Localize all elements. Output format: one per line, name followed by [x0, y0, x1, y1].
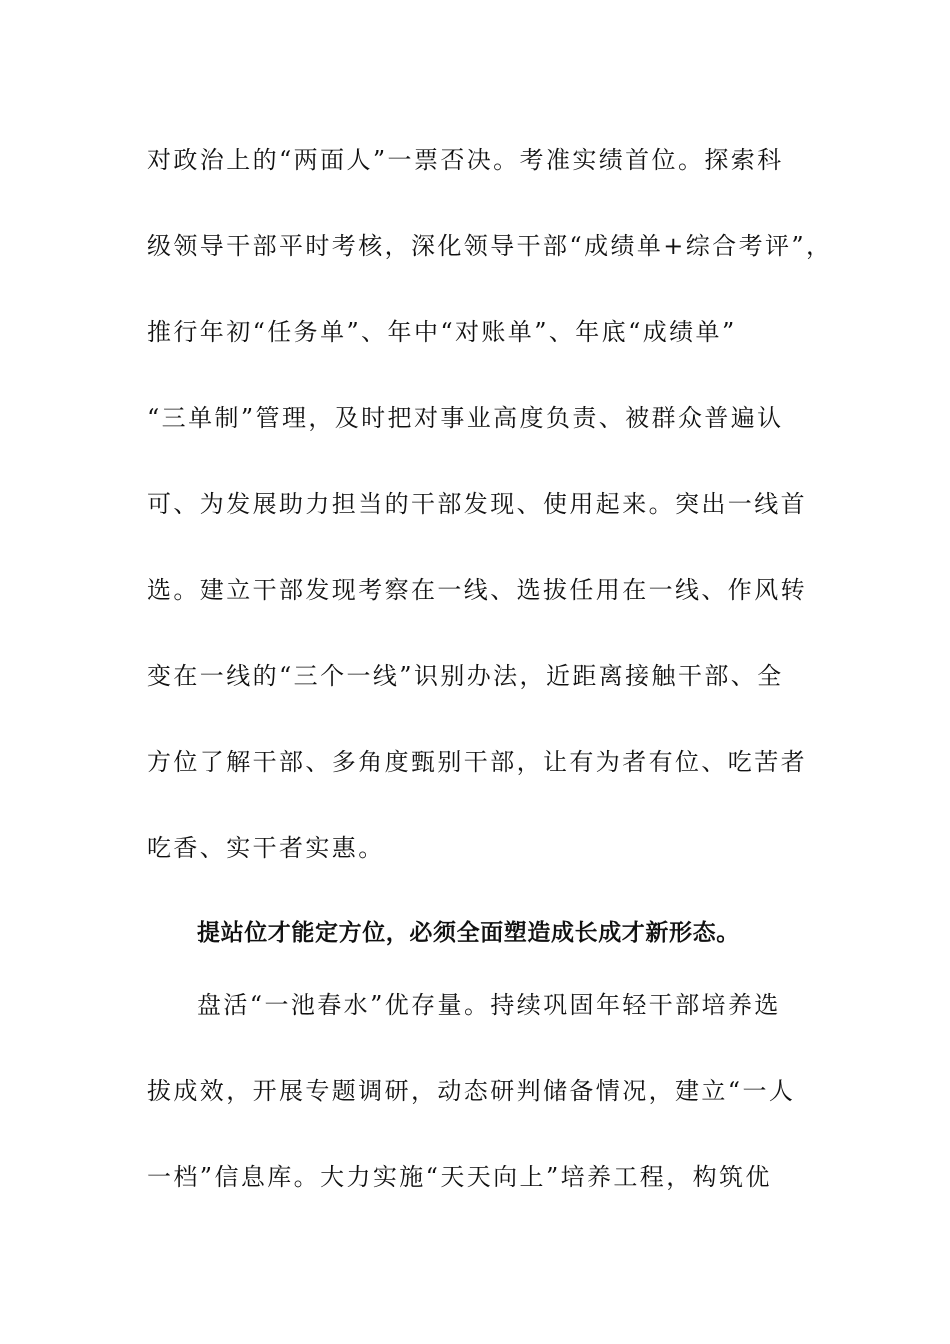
paragraph-line: 可、为发展助力担当的干部发现、使用起来。突出一线首	[147, 490, 807, 518]
paragraph-line: 推行年初“任务单”、年中“对账单”、年底“成绩单”	[147, 318, 737, 346]
paragraph-line: 对政治上的“两面人”一票否决。考准实绩首位。探索科	[147, 146, 784, 174]
paragraph-line: 一档”信息库。大力实施“天天向上”培养工程，构筑优	[147, 1163, 772, 1191]
paragraph-line: 方位了解干部、多角度甄别干部，让有为者有位、吃苦者	[147, 748, 807, 776]
paragraph-line: 盘活“一池春水”优存量。持续巩固年轻干部培养选	[197, 991, 781, 1019]
paragraph-line: 级领导干部平时考核，深化领导干部“成绩单+综合考评”，	[147, 232, 833, 260]
paragraph-line: 吃香、实干者实惠。	[147, 834, 385, 862]
paragraph-line: 变在一线的“三个一线”识别办法，近距离接触干部、全	[147, 662, 784, 690]
paragraph-line: 拔成效，开展专题调研，动态研判储备情况，建立“一人	[147, 1077, 796, 1105]
section-heading: 提站位才能定方位，必须全面塑造成长成才新形态。	[197, 920, 740, 946]
paragraph-line: 选。建立干部发现考察在一线、选拔任用在一线、作风转	[147, 576, 807, 604]
paragraph-line: “三单制”管理，及时把对事业高度负责、被群众普遍认	[147, 404, 784, 432]
